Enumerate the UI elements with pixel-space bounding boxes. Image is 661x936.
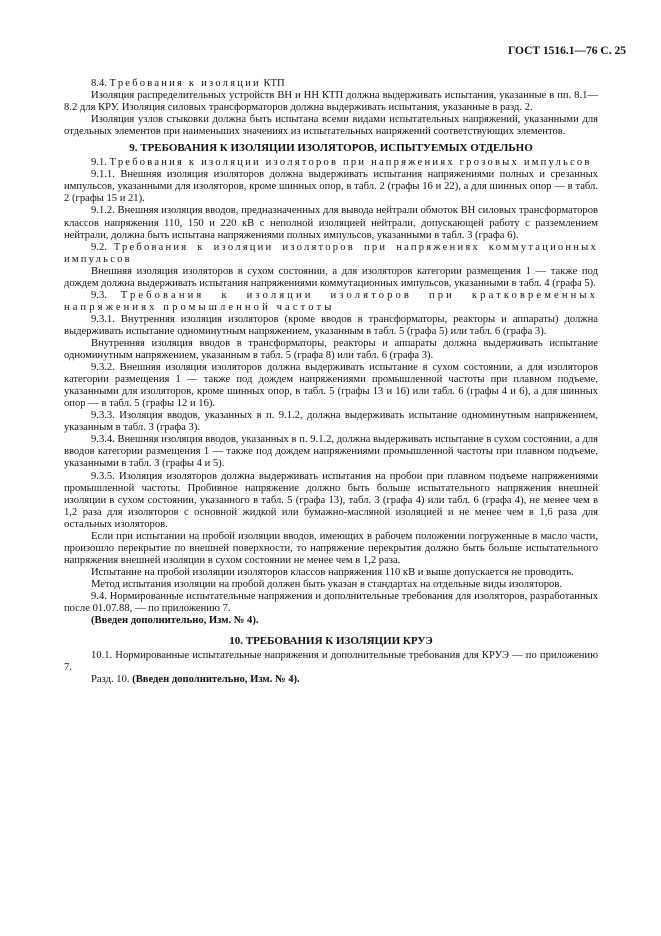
subsection-title-spaced: Требования к изоляции изоляторов при кратковременных напряжениях промышленной частоты [64,289,598,313]
paragraph: 9.1.1. Внешняя изоляция изоляторов должна выдерживать испытания напряжениями полных и срезанных импульсов, указанными для изоляторов, кроме шинных опор, в табл. 2 (графы 16 и 22), а для шинных опор — в табл. 2 (графы 15 и 21). [64,169,598,205]
amendment-line [64,674,598,686]
section-8-4-title [64,78,598,90]
paragraph: Внешняя изоляция изоляторов в сухом состоянии, а для изоляторов категории размещения 1 — также под дождем должна выдерживать испытания напряжениями коммутационных импульсов, указанными в табл. 4 (графа 5). [64,265,598,289]
paragraph: 9.3.2. Внешняя изоляция изоляторов должна выдерживать испытание в сухом состоянии, а для изоляторов категории размещения 1 — также под дождем напряжениями промышленной частоты при плавном подъеме, указанными для изоляторов, кроме шинных опор, в табл. 5 (графы 13 и 16) или табл. 6 (графы 4 и 6), а для шинных опор — в табл. 5 (графы 12 и 16). [64,362,598,410]
section-reference: Разд. 10. [91,674,133,686]
paragraph: Если при испытании на пробой изоляции вводов, имеющих в рабочем положении погруженные в масло части, произошло перекрытие по внешней поверхности, то напряжение перекрытия должно быть больше испытательного напряжения внешней изоляции в сухом состоянии не менее чем в 1,2 раза. [64,530,598,566]
paragraph: Испытание на пробой изоляции изоляторов классов напряжения 110 кВ и выше допускается не проводить. [91,566,574,578]
subsection-title-spaced: Требования к изоляции изоляторов при напряжениях грозовых импульсов [109,157,592,169]
amendment-note: (Введен дополнительно, Изм. № 4). [91,615,259,627]
paragraph: 9.4. Нормированные испытательные напряжения и дополнительные требования для изоляторов, разработанных после 01.07.88, — по приложению 7. [64,590,598,615]
subsection-number: 9.1. [91,157,110,169]
paragraph: 10.1. Нормированные испытательные напряжения и дополнительные требования для КРУЭ — по приложению 7. [64,650,598,674]
subsection-number: 9.3. [91,289,121,301]
paragraph: 9.3.5. Изоляция изоляторов должна выдерживать испытания на пробои при плавном подъеме напряжениями промышленной частоты. Пробивное напряжение должно быть больше испытательного напряжения внешней изоляции в сухом состоянии, указанного в табл. 5 (графа 13), табл. 3 (графа 4) или табл. 6 (графа 4), не менее чем в 1,2 раза для изоляторов с основной жидкой или бумажно-масляной изоляцией и не менее чем в 1,6 раза для остальных изоляторов. [64,470,598,530]
subsection-9-1-title [64,157,598,169]
paragraph: 9.3.4. Внешняя изоляция вводов, указанных в п. 9.1.2, должна выдерживать испытание в сухом состоянии, а для вводов категории размещения 1 — также под дождем напряжениями промышленной частоты при плавном подъеме, указанными в табл. 3 (графы 4 и 5). [64,434,598,470]
paragraph: 9.1.2. Внешняя изоляция вводов, предназначенных для вывода нейтрали обмоток ВН силовых трансформаторов классов напряжения 110, 150 и 220 кВ с неполной изоляцией нейтрали, допускающей работу с разземлением нейтрали, должна быть испытана напряжениями полных импульсов, указанными в табл. 3 (графа 6). [64,205,598,241]
amendment-note: (Введен дополнительно, Изм. № 4). [132,674,300,686]
paragraph: 9.3.1. Внутренняя изоляция изоляторов (кроме вводов в трансформаторы, реакторы и аппараты) должна выдерживать испытание одноминутным напряжением, указанным в табл. 5 (графа 5) или табл. 6 (графа 3). [64,313,598,337]
subsection-title-spaced: Требования к изоляции изоляторов при напряжениях коммутационных импульсов [64,241,598,265]
section-title-abbr: КТП [260,78,285,89]
paragraph: Изоляция узлов стыковки должна быть испытана всеми видами испытательных напряжений, указанными для отдельных элементов при наименьших значениях из испытательных напряжений соответствующих элементов. [64,114,598,138]
paragraph: Изоляция распределительных устройств ВН и НН КТП должна выдерживать испытания, указанные в пп. 8.1—8.2 для КРУ. Изоляция силовых трансформаторов должна выдерживать испытания, указанные в разд. 2. [64,90,598,114]
subsection-number: 9.2. [91,241,114,253]
page-content [64,78,598,686]
page-header: ГОСТ 1516.1—76 С. 25 [507,45,626,57]
section-number: 8.4. [91,78,110,89]
section-title-spaced: Требования к изоляции [109,78,261,89]
section-9-heading: 9. ТРЕБОВАНИЯ К ИЗОЛЯЦИИ ИЗОЛЯТОРОВ, ИСПЫТУЕМЫХ ОТДЕЛЬНО [129,142,533,155]
subsection-9-3-title [64,290,598,314]
section-10-heading: 10. ТРЕБОВАНИЯ К ИЗОЛЯЦИИ КРУЭ [229,635,433,648]
paragraph: Внутренняя изоляция вводов в трансформаторы, реакторы и аппараты должна выдерживать испытание одноминутным напряжением, указанным в табл. 5 (графа 8) или табл. 6 (графа 3). [64,337,598,362]
paragraph: 9.3.3. Изоляция вводов, указанных в п. 9.1.2, должна выдерживать испытание одноминутным напряжением, указанным в табл. 3 (графа 3). [64,410,598,434]
subsection-9-2-title [64,242,598,266]
paragraph: Метод испытания изоляции на пробой должен быть указан в стандартах на отдельные виды изоляторов. [91,578,562,590]
